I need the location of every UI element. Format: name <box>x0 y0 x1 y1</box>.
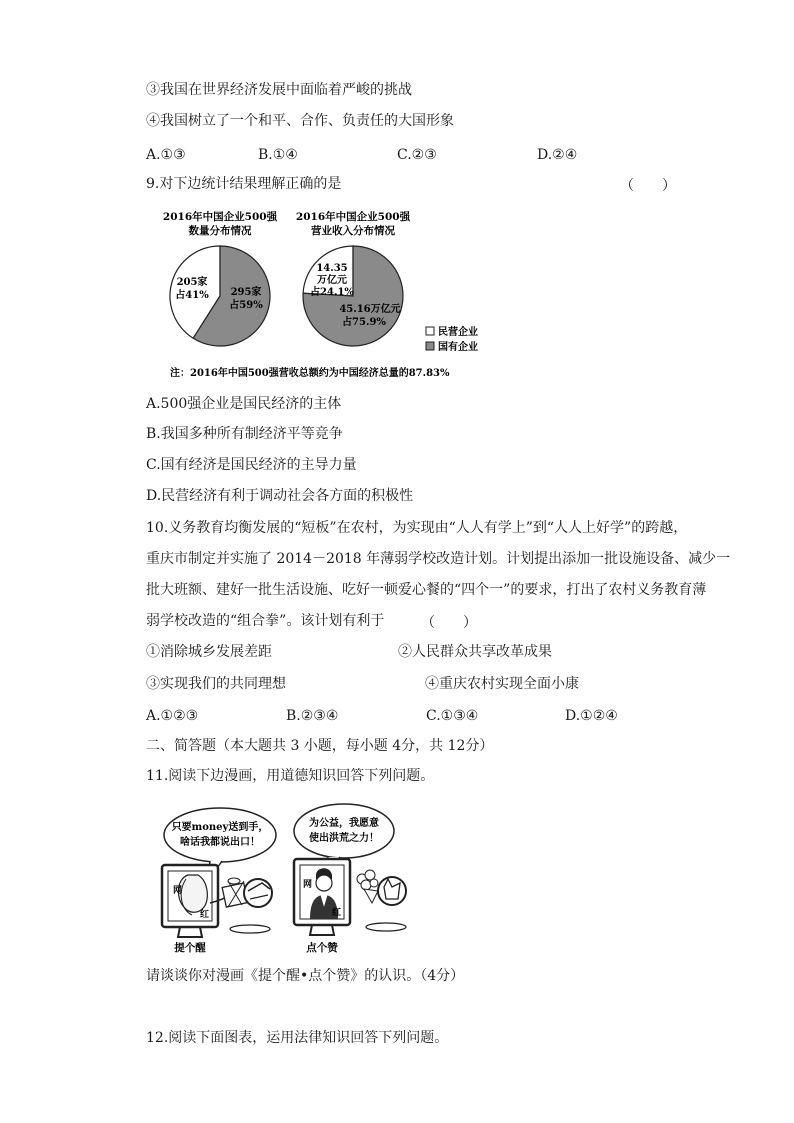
pie-note: 注：2016年中国500强营收总额约为中国经济总量的87.83% <box>170 368 450 379</box>
q10-line-4: 弱学校改造的“组合拳”。该计划有利于 <box>146 613 385 629</box>
q9-option-a: A.500强企业是国民经济的主体 <box>146 396 342 412</box>
q9-pie-figure <box>150 204 490 384</box>
legend-state-swatch <box>426 342 434 350</box>
legend-private-label: 民营企业 <box>438 327 478 338</box>
q11-stem: 11.阅读下边漫画，用道德知识回答下列问题。 <box>146 768 435 784</box>
comic-left-hand-circle <box>244 879 272 907</box>
q10-option-a: A.①②③ <box>146 708 199 724</box>
q10-item-2: ②人民群众共享改革成果 <box>398 644 552 660</box>
pie-left-private-label-1: 205家 <box>176 277 208 288</box>
pie-left-private-label-2: 占41% <box>175 290 209 301</box>
comic-right-screen-char-1: 网 <box>303 880 313 890</box>
pie-left-state-label-2: 占59% <box>229 300 263 311</box>
q9-option-d: D.民营经济有利于调动社会各方面的积极性 <box>146 488 414 504</box>
pie-right-title-2: 营业收入分布情况 <box>311 225 395 237</box>
comic-right-shadow <box>366 923 406 931</box>
pie-left-title-1: 2016年中国企业500强 <box>162 211 278 223</box>
comic-right-screen-char-2: 红 <box>332 908 342 918</box>
comic-left-bubble <box>164 808 276 862</box>
comic-left-screen-char-2: 红 <box>200 910 210 920</box>
pie-right-private-label-3: 占24.1% <box>310 287 354 298</box>
q8-option-a: A.①③ <box>146 147 186 163</box>
pie-left-state-label-1: 295家 <box>230 287 262 298</box>
comic-left-bubble-line-2: 啥话我都说出口！ <box>180 837 260 848</box>
q9-stem: 9.对下边统计结果理解正确的是 <box>146 176 342 192</box>
pie-right-state-label-1: 45.16万亿元 <box>339 304 401 315</box>
pie-right-state-label-2: 占75.9% <box>342 317 386 328</box>
pie-right-private-label-2: 万亿元 <box>317 275 347 286</box>
pie-right-title-1: 2016年中国企业500强 <box>295 211 411 223</box>
comic-left-shadow <box>230 925 270 933</box>
q10-option-c: C.①③④ <box>426 708 479 724</box>
q8-item-3: ③我国在世界经济发展中面临着严峻的挑战 <box>146 82 412 98</box>
legend-private-swatch <box>426 327 434 335</box>
comic-right-caption: 点个赞 <box>306 942 338 954</box>
q10-item-3: ③实现我们的共同理想 <box>146 676 286 692</box>
comic-right-bubble-line-1: 为公益，我愿意 <box>309 818 379 829</box>
q10-line-1: 10.义务教育均衡发展的“短板”在农村，为实现由“人人有学上”到“人人上好学”的跨越， <box>146 520 688 536</box>
q12-stem: 12.阅读下面图表，运用法律知识回答下列问题。 <box>146 1030 449 1046</box>
q10-answer-paren: （ ） <box>421 615 477 631</box>
legend-state-label: 国有企业 <box>438 342 478 353</box>
comic-right-bubble <box>294 804 394 858</box>
q10-line-3: 批大班额、建好一批生活设施、吃好一顿爱心餐的“四个一”的要求，打出了农村义务教育薄 <box>146 582 707 598</box>
comic-left-caption: 提个醒 <box>174 942 206 954</box>
q9-answer-paren: （ ） <box>620 178 676 194</box>
q9-option-c: C.国有经济是国民经济的主导力量 <box>146 457 357 473</box>
q8-option-c: C.②③ <box>397 147 437 163</box>
q10-item-4: ④重庆农村实现全面小康 <box>425 676 579 692</box>
q9-option-b: B.我国多种所有制经济平等竞争 <box>146 426 343 442</box>
comic-right-bubble-line-2: 使出洪荒之力！ <box>309 833 379 844</box>
q10-option-b: B.②③④ <box>286 708 339 724</box>
q8-item-4: ④我国树立了一个和平、合作、负责任的大国形象 <box>146 113 454 129</box>
comic-flower-bouquet-icon <box>357 870 378 903</box>
q11-comic <box>158 795 428 955</box>
pie-right-private-label-1: 14.35 <box>316 263 348 274</box>
comic-left-bubble-line-1: 只要money送到手， <box>171 822 269 833</box>
q8-option-d: D.②④ <box>537 147 578 163</box>
comic-left-screen-char-1: 网 <box>173 886 183 896</box>
q10-item-1: ①消除城乡发展差距 <box>146 644 272 660</box>
section-2-heading: 二、简答题（本大题共 3 小题，每小题 4分，共 12分） <box>146 738 494 754</box>
q10-line-2: 重庆市制定并实施了 2014－2018 年薄弱学校改造计划。计划提出添加一批设施设备、减少一 <box>146 551 731 567</box>
q10-option-d: D.①②④ <box>565 708 618 724</box>
q8-option-b: B.①④ <box>258 147 298 163</box>
q11-question: 请谈谈你对漫画《提个醒•点个赞》的认识。（4分） <box>146 968 465 984</box>
pie-left-title-2: 数量分布情况 <box>188 225 252 237</box>
